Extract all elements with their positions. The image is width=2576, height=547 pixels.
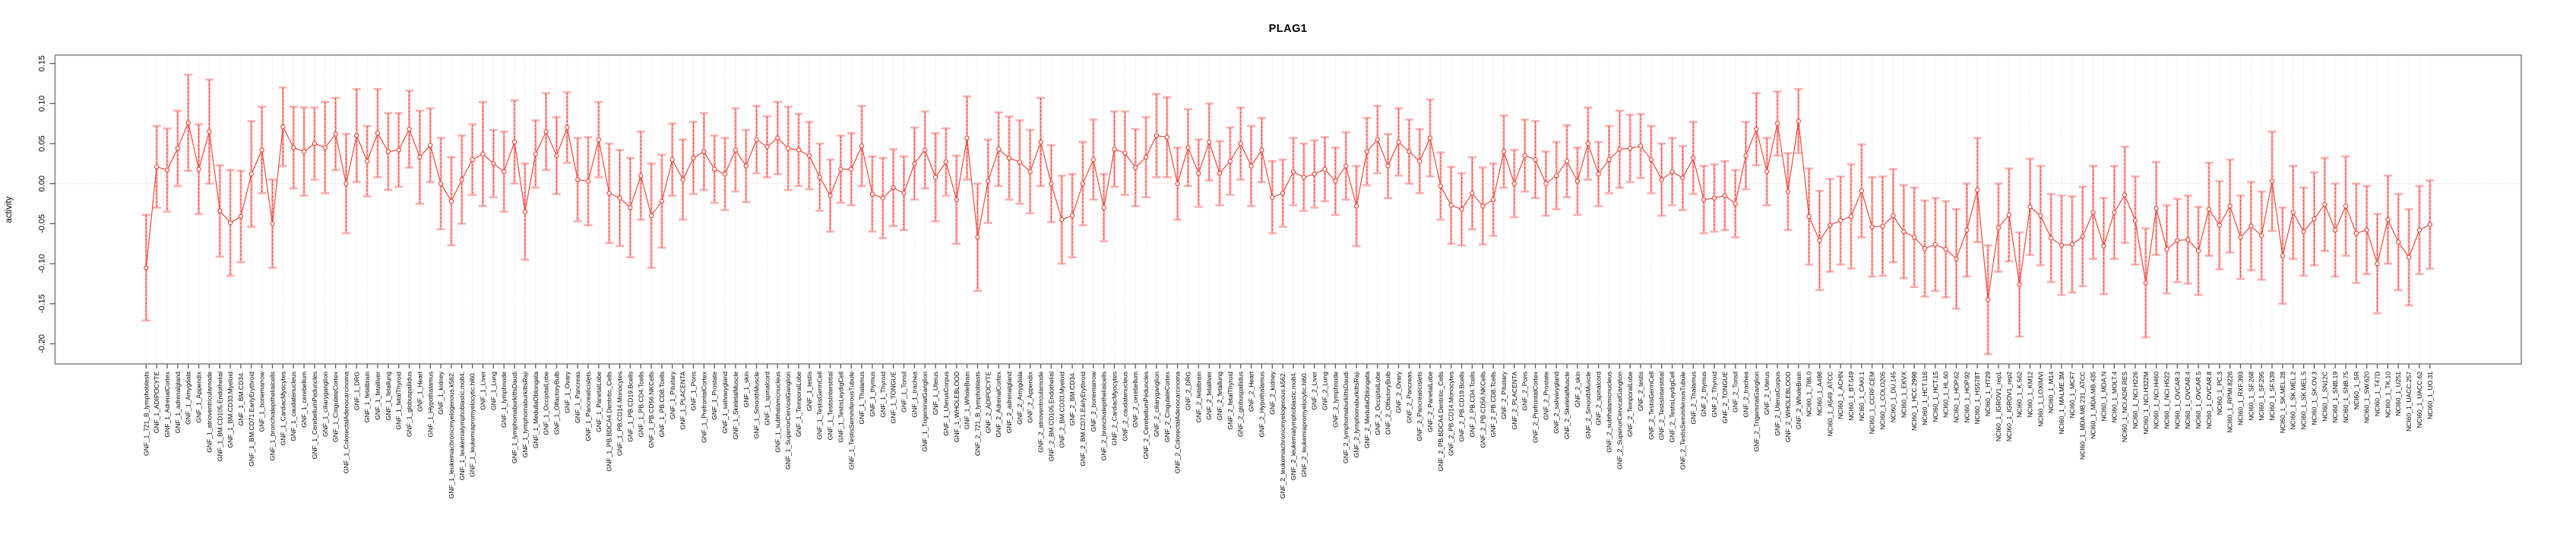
svg-text:GNF_1_leukemiachronicmyelogeno: GNF_1_leukemiachronicmyelogenous.k562. (448, 372, 455, 499)
svg-text:GNF_2_Pancreaticislets: GNF_2_Pancreaticislets (1416, 372, 1424, 441)
svg-text:GNF_1_OccipitalLobe: GNF_1_OccipitalLobe (542, 372, 550, 435)
svg-text:GNF_1_cerebellum: GNF_1_cerebellum (300, 372, 309, 428)
svg-text:GNF_2_caudatenucleus: GNF_2_caudatenucleus (1121, 372, 1129, 441)
svg-text:NCI60_1_COLO205: NCI60_1_COLO205 (1878, 372, 1887, 430)
svg-text:GNF_2_TrigeminalGanglion: GNF_2_TrigeminalGanglion (1752, 372, 1761, 452)
svg-text:NCI60_1_OVCAR.5: NCI60_1_OVCAR.5 (2195, 372, 2203, 429)
svg-text:GNF_1_WHOLEBLOOD: GNF_1_WHOLEBLOOD (952, 372, 960, 443)
svg-text:GNF_2_Hypothalamus: GNF_2_Hypothalamus (1258, 372, 1266, 438)
svg-text:GNF_2_CingulateCortex: GNF_2_CingulateCortex (1163, 372, 1171, 443)
svg-text:NCI60_1_UO.31: NCI60_1_UO.31 (2426, 372, 2434, 419)
svg-text:GNF_1_Lung: GNF_1_Lung (489, 372, 498, 411)
svg-text:GNF_1_leukemiapromyelocytic.hl: GNF_1_leukemiapromyelocytic.hl60. (468, 372, 476, 477)
svg-text:GNF_1_lymphomaburkittsDaudi: GNF_1_lymphomaburkittsDaudi (511, 372, 519, 463)
svg-text:GNF_1_kidney: GNF_1_kidney (437, 372, 445, 415)
svg-text:-0.05: -0.05 (37, 213, 47, 233)
svg-text:GNF_2_subthalamicnucleus: GNF_2_subthalamicnucleus (1605, 372, 1613, 453)
svg-text:NCI60_1_ACHN: NCI60_1_ACHN (1837, 372, 1845, 419)
svg-text:GNF_2_ciliaryganglion: GNF_2_ciliaryganglion (1152, 372, 1160, 437)
svg-text:NCI60_1_SK.OV.3: NCI60_1_SK.OV.3 (2310, 372, 2318, 425)
svg-text:GNF_1_Prostate: GNF_1_Prostate (710, 372, 719, 420)
svg-text:GNF_2_SkeletalMuscle: GNF_2_SkeletalMuscle (1563, 372, 1571, 440)
svg-text:GNF_2_Tonsil: GNF_2_Tonsil (1731, 372, 1739, 413)
svg-text:GNF_1_Uterus: GNF_1_Uterus (932, 372, 940, 416)
svg-text:NCI60_1_MDA.N: NCI60_1_MDA.N (2100, 372, 2108, 422)
svg-text:NCI60_1_NCI.H460: NCI60_1_NCI.H460 (2152, 372, 2160, 429)
svg-text:NCI60_1_SK.MEL.2: NCI60_1_SK.MEL.2 (2289, 372, 2297, 430)
svg-text:GNF_2_Amygdala: GNF_2_Amygdala (1015, 372, 1024, 425)
svg-text:GNF_1_fetalThyroid: GNF_1_fetalThyroid (394, 372, 403, 430)
svg-text:NCI60_1_M14: NCI60_1_M14 (2047, 372, 2055, 413)
svg-text:NCI60_1_OVCAR.3: NCI60_1_OVCAR.3 (2173, 372, 2182, 429)
svg-text:NCI60_1_SF.268: NCI60_1_SF.268 (2247, 372, 2255, 421)
svg-text:NCI60_1_SF.539: NCI60_1_SF.539 (2268, 372, 2276, 421)
svg-text:NCI60_1_RXF.393: NCI60_1_RXF.393 (2236, 372, 2245, 425)
svg-text:NCI60_1_CAKI.1: NCI60_1_CAKI.1 (1857, 372, 1866, 422)
svg-text:GNF_1_subthalamicnucleus: GNF_1_subthalamicnucleus (774, 372, 782, 453)
svg-text:GNF_1_Hypothalamus: GNF_1_Hypothalamus (426, 372, 435, 438)
svg-text:GNF_1_ColorectalAdenocarcinoma: GNF_1_ColorectalAdenocarcinoma (342, 372, 350, 474)
svg-text:GNF_2_salivarygland: GNF_2_salivarygland (1552, 372, 1561, 434)
svg-text:GNF_1_SuperiorCervicalGanglion: GNF_1_SuperiorCervicalGanglion (784, 372, 793, 470)
svg-text:NCI60_1_MCF7: NCI60_1_MCF7 (2068, 372, 2076, 419)
svg-text:GNF_1_CerebellumPeduncles: GNF_1_CerebellumPeduncles (310, 372, 318, 460)
svg-text:GNF_2_PLACENTA: GNF_2_PLACENTA (1510, 372, 1518, 430)
svg-text:NCI60_1_KM12: NCI60_1_KM12 (2026, 372, 2034, 418)
svg-text:GNF_2_Appendix: GNF_2_Appendix (1026, 372, 1034, 423)
svg-text:GNF_2_fetallung: GNF_2_fetallung (1216, 372, 1223, 421)
data-points (144, 119, 2432, 302)
svg-text:NCI60_1_SF.295: NCI60_1_SF.295 (2258, 372, 2266, 421)
svg-text:NCI60_1_RPMI.8226: NCI60_1_RPMI.8226 (2226, 372, 2234, 433)
svg-text:GNF_2_CerebellumPeduncles: GNF_2_CerebellumPeduncles (1142, 372, 1150, 460)
svg-text:GNF_2_ParietalLobe: GNF_2_ParietalLobe (1426, 372, 1434, 432)
svg-text:NCI60_1_OVCAR.8: NCI60_1_OVCAR.8 (2204, 372, 2213, 429)
svg-text:GNF_1_PLACENTA: GNF_1_PLACENTA (679, 372, 687, 430)
svg-text:GNF_2_Prostate: GNF_2_Prostate (1542, 372, 1550, 420)
svg-text:GNF_2_ColorectalAdenocarcinoma: GNF_2_ColorectalAdenocarcinoma (1173, 372, 1182, 474)
svg-text:GNF_2_PB.CD56.NKCells: GNF_2_PB.CD56.NKCells (1479, 372, 1487, 448)
svg-text:GNF_1_TestisSeminiferousTubule: GNF_1_TestisSeminiferousTubule (847, 372, 856, 470)
svg-text:GNF_1_PB.CD8.Tcells: GNF_1_PB.CD8.Tcells (658, 372, 666, 438)
svg-text:NCI60_1_MALME.3M: NCI60_1_MALME.3M (2058, 372, 2065, 435)
svg-text:NCI60_1_BT.549: NCI60_1_BT.549 (1847, 372, 1855, 421)
svg-text:GNF_2_trachea: GNF_2_trachea (1742, 372, 1750, 418)
svg-text:GNF_1_Appendix: GNF_1_Appendix (195, 372, 203, 423)
svg-text:GNF_2_PrefrontalCortex: GNF_2_PrefrontalCortex (1531, 372, 1540, 444)
svg-text:GNF_1_BM.CD33.Myeloid: GNF_1_BM.CD33.Myeloid (226, 372, 235, 448)
svg-text:GNF_1_WholeBrain: GNF_1_WholeBrain (963, 372, 971, 430)
svg-text:GNF_1_CardiacMyocytes: GNF_1_CardiacMyocytes (279, 372, 287, 446)
svg-text:GNF_1_SkeletalMuscle: GNF_1_SkeletalMuscle (731, 372, 739, 440)
svg-text:NCI60_1_HOP.62: NCI60_1_HOP.62 (1952, 372, 1960, 423)
svg-text:GNF_2_atrioventricularnode: GNF_2_atrioventricularnode (1036, 372, 1045, 453)
svg-text:GNF_2_WholeBrain: GNF_2_WholeBrain (1794, 372, 1802, 430)
svg-text:GNF_1_globuspallidus: GNF_1_globuspallidus (405, 372, 413, 437)
svg-text:GNF_2_TemporalLobe: GNF_2_TemporalLobe (1626, 372, 1635, 437)
svg-text:NCI60_1_SW.620: NCI60_1_SW.620 (2362, 372, 2371, 424)
svg-text:GNF_1_PB.CD14.Monocytes: GNF_1_PB.CD14.Monocytes (616, 372, 624, 457)
svg-text:GNF_1_lymphomaburkittsRaji: GNF_1_lymphomaburkittsRaji (521, 372, 529, 458)
svg-text:GNF_2_Lung: GNF_2_Lung (1321, 372, 1329, 411)
svg-text:GNF_2_lymphomaburkittsRaji: GNF_2_lymphomaburkittsRaji (1353, 372, 1361, 458)
svg-text:0.05: 0.05 (37, 135, 47, 152)
svg-text:GNF_1_fetallung: GNF_1_fetallung (384, 372, 392, 421)
svg-text:GNF_2_bonemarrow: GNF_2_bonemarrow (1089, 372, 1097, 432)
svg-text:GNF_1_adrenalgland: GNF_1_adrenalgland (173, 372, 182, 434)
svg-text:GNF_2_TestisGermCell: GNF_2_TestisGermCell (1647, 372, 1655, 440)
svg-text:GNF_2_spinalcord: GNF_2_spinalcord (1594, 372, 1603, 425)
svg-text:GNF_1_Pancreaticislets: GNF_1_Pancreaticislets (584, 372, 592, 441)
svg-text:GNF_1_thymus: GNF_1_thymus (869, 372, 876, 417)
svg-text:-0.15: -0.15 (37, 294, 47, 314)
svg-text:GNF_2_DRG: GNF_2_DRG (1184, 372, 1192, 411)
svg-text:GNF_2_Ovary: GNF_2_Ovary (1394, 372, 1403, 413)
svg-text:NCI60_1_HCT.15: NCI60_1_HCT.15 (1931, 372, 1939, 422)
svg-text:GNF_2_CardiacMyocytes: GNF_2_CardiacMyocytes (1110, 372, 1119, 446)
svg-text:GNF_2_SmoothMuscle: GNF_2_SmoothMuscle (1584, 372, 1592, 439)
svg-text:NCI60_1_NCI.H322M: NCI60_1_NCI.H322M (2141, 372, 2150, 435)
svg-text:NCI60_1_NCI.H522: NCI60_1_NCI.H522 (2163, 372, 2171, 429)
svg-text:GNF_1_ParietalLobe: GNF_1_ParietalLobe (594, 372, 603, 432)
svg-text:NCI60_1_DU.145: NCI60_1_DU.145 (1889, 372, 1897, 423)
x-axis-labels (142, 371, 2434, 498)
svg-text:GNF_1_Pons: GNF_1_Pons (689, 372, 698, 411)
svg-text:GNF_1_ADIPOCYTE: GNF_1_ADIPOCYTE (153, 372, 161, 434)
svg-text:NCI60_1_A498: NCI60_1_A498 (1815, 372, 1824, 416)
y-axis-ticks (38, 55, 55, 353)
svg-text:GNF_1_leukemialymphoblastic.mo: GNF_1_leukemialymphoblastic.molt4. (457, 372, 466, 481)
svg-text:GNF_2_fetalliver: GNF_2_fetalliver (1205, 372, 1214, 420)
svg-text:NCI60_1_HL.60: NCI60_1_HL.60 (1941, 372, 1950, 418)
svg-text:GNF_1_CingulateCortex: GNF_1_CingulateCortex (331, 372, 340, 443)
svg-text:GNF_2_Thalamus: GNF_2_Thalamus (1689, 372, 1698, 425)
svg-text:GNF_2_lymphomaburkittsDaudi: GNF_2_lymphomaburkittsDaudi (1342, 372, 1350, 463)
svg-text:NCI60_1_NCI.H226: NCI60_1_NCI.H226 (2131, 372, 2139, 429)
svg-text:0.10: 0.10 (37, 95, 47, 112)
svg-text:NCI60_1_HOP.92: NCI60_1_HOP.92 (1963, 372, 1971, 423)
svg-text:GNF_2_lymphnode: GNF_2_lymphnode (1331, 372, 1340, 428)
gridlines (55, 55, 2522, 365)
svg-text:GNF_1_OlfactoryBulb: GNF_1_OlfactoryBulb (552, 372, 561, 435)
svg-text:GNF_2_fetalbrain: GNF_2_fetalbrain (1195, 372, 1203, 423)
svg-text:GNF_1_PB.BDCA4.Dentritic_Cells: GNF_1_PB.BDCA4.Dentritic_Cells (605, 372, 613, 472)
svg-text:GNF_1_bonemarrow: GNF_1_bonemarrow (258, 372, 266, 432)
svg-text:GNF_2_leukemialymphoblastic.mo: GNF_2_leukemialymphoblastic.molt4. (1290, 372, 1297, 481)
svg-text:NCI60_1_TK.10: NCI60_1_TK.10 (2384, 372, 2392, 418)
svg-text:GNF_2_Liver: GNF_2_Liver (1310, 372, 1318, 410)
svg-text:GNF_1_TestisInterstitial: GNF_1_TestisInterstitial (826, 372, 834, 441)
svg-text:GNF_2_PB.BDCA4.Dentritic_Cells: GNF_2_PB.BDCA4.Dentritic_Cells (1436, 372, 1445, 472)
svg-text:GNF_2_Pons: GNF_2_Pons (1521, 372, 1529, 411)
svg-text:NCI60_1_LOXIMVI: NCI60_1_LOXIMVI (2036, 372, 2045, 427)
svg-text:NCI60_1_U251: NCI60_1_U251 (2394, 372, 2403, 416)
svg-text:GNF_1_SmoothMuscle: GNF_1_SmoothMuscle (752, 372, 761, 439)
svg-text:GNF_2_BM.CD71.EarlyErythroid: GNF_2_BM.CD71.EarlyErythroid (1079, 372, 1087, 466)
svg-text:GNF_1_skin: GNF_1_skin (742, 372, 750, 408)
svg-text:GNF_1_Ovary: GNF_1_Ovary (563, 372, 571, 413)
svg-text:GNF_2_OlfactoryBulb: GNF_2_OlfactoryBulb (1384, 372, 1392, 435)
svg-text:NCI60_1_NCI.ADR.RES: NCI60_1_NCI.ADR.RES (2121, 372, 2129, 443)
svg-text:GNF_1_salivarygland: GNF_1_salivarygland (721, 372, 729, 434)
svg-text:GNF_1_MedullaOblongata: GNF_1_MedullaOblongata (531, 372, 540, 449)
svg-text:GNF_1_Pituitary: GNF_1_Pituitary (668, 372, 676, 419)
svg-text:GNF_1_ciliaryganglion: GNF_1_ciliaryganglion (321, 372, 329, 437)
svg-text:GNF_1_Thyroid: GNF_1_Thyroid (878, 372, 887, 418)
svg-text:GNF_2_WHOLEBLOOD: GNF_2_WHOLEBLOOD (1783, 372, 1792, 443)
svg-text:GNF_1_caudatenucleus: GNF_1_caudatenucleus (290, 372, 298, 441)
svg-text:GNF_2_Uterus: GNF_2_Uterus (1763, 372, 1771, 416)
svg-text:GNF_2_BM.CD34.: GNF_2_BM.CD34. (1068, 372, 1077, 426)
y-axis-label: activity (5, 196, 14, 223)
svg-text:GNF_2_fetalThyroid: GNF_2_fetalThyroid (1226, 372, 1234, 430)
svg-text:NCI60_1_CCRF.CEM: NCI60_1_CCRF.CEM (1868, 372, 1876, 435)
svg-text:GNF_1_lymphnode: GNF_1_lymphnode (500, 372, 508, 428)
series-line (146, 122, 2430, 300)
svg-text:GNF_1_spinalcord: GNF_1_spinalcord (763, 372, 771, 425)
svg-text:NCI60_1_EKVX: NCI60_1_EKVX (1900, 372, 1908, 418)
svg-text:GNF_1_721_B_lymphoblasts: GNF_1_721_B_lymphoblasts (142, 372, 150, 457)
svg-text:GNF_1_atrioventricularnode: GNF_1_atrioventricularnode (205, 372, 214, 453)
svg-text:NCI60_1_UACC.62: NCI60_1_UACC.62 (2415, 372, 2423, 428)
svg-text:GNF_1_TestisLeydigCell: GNF_1_TestisLeydigCell (837, 372, 845, 443)
svg-text:GNF_2_leukemiapromyelocytic.hl: GNF_2_leukemiapromyelocytic.hl60. (1299, 372, 1308, 477)
svg-text:GNF_1_BM.CD34.: GNF_1_BM.CD34. (237, 372, 245, 426)
svg-text:GNF_2_Pancreas: GNF_2_Pancreas (1405, 372, 1413, 424)
svg-text:NCI60_1_UACC.257: NCI60_1_UACC.257 (2405, 372, 2413, 432)
svg-text:-0.10: -0.10 (37, 254, 47, 274)
svg-text:GNF_1_TemporalLobe: GNF_1_TemporalLobe (795, 372, 802, 437)
svg-text:GNF_2_UterusCorpus: GNF_2_UterusCorpus (1774, 372, 1782, 436)
svg-text:GNF_1_Thalamus: GNF_1_Thalamus (858, 372, 866, 425)
svg-text:NCI60_1_K.562: NCI60_1_K.562 (2015, 372, 2024, 418)
svg-text:NCI60_1_IGROV1_rep2: NCI60_1_IGROV1_rep2 (2005, 372, 2013, 442)
svg-text:NCI60_1_786.0: NCI60_1_786.0 (1805, 372, 1813, 417)
svg-text:GNF_2_PB.CD8.Tcells: GNF_2_PB.CD8.Tcells (1489, 372, 1498, 438)
svg-text:GNF_1_bronchialepithelialcells: GNF_1_bronchialepithelialcells (268, 372, 277, 461)
svg-text:GNF_2_globuspallidus: GNF_2_globuspallidus (1236, 372, 1245, 437)
svg-text:GNF_2_Thyroid: GNF_2_Thyroid (1710, 372, 1718, 418)
chart-title: PLAG1 (1268, 23, 1308, 35)
svg-text:0.15: 0.15 (37, 55, 47, 72)
svg-text:GNF_1_TONGUE: GNF_1_TONGUE (889, 372, 897, 424)
error-bars (142, 74, 2435, 354)
svg-text:GNF_2_Pituitary: GNF_2_Pituitary (1500, 372, 1508, 419)
svg-text:GNF_1_Liver: GNF_1_Liver (479, 372, 487, 410)
svg-text:GNF_1_BM.CD105.Endothelial: GNF_1_BM.CD105.Endothelial (216, 372, 224, 462)
svg-text:NCI60_1_MDA.MB.435: NCI60_1_MDA.MB.435 (2089, 372, 2097, 439)
svg-text:GNF_2_TestisInterstitial: GNF_2_TestisInterstitial (1657, 372, 1666, 441)
svg-text:NCI60_1_HS578T: NCI60_1_HS578T (1973, 372, 1982, 425)
svg-text:GNF_2_PB.CD14.Monocytes: GNF_2_PB.CD14.Monocytes (1447, 372, 1455, 457)
svg-text:NCI60_1_SN12C: NCI60_1_SN12C (2321, 372, 2329, 422)
x-axis-ticks (146, 364, 2430, 368)
svg-text:-0.20: -0.20 (37, 334, 47, 354)
svg-text:NCI60_1_SR: NCI60_1_SR (2352, 372, 2360, 410)
svg-text:GNF_2_TONGUE: GNF_2_TONGUE (1720, 372, 1729, 424)
svg-text:GNF_1_fetalbrain: GNF_1_fetalbrain (363, 372, 372, 423)
svg-text:NCI60_1_SNB.19: NCI60_1_SNB.19 (2331, 372, 2340, 423)
svg-text:GNF_1_PB.CD4.Tcells: GNF_1_PB.CD4.Tcells (637, 372, 645, 438)
svg-text:GNF_1_AdrenalCortex: GNF_1_AdrenalCortex (163, 372, 171, 438)
svg-text:NCI60_1_OVCAR.4: NCI60_1_OVCAR.4 (2184, 372, 2192, 429)
plot-box (55, 55, 2522, 365)
svg-text:GNF_2_PB.CD19.Bcells: GNF_2_PB.CD19.Bcells (1457, 372, 1466, 442)
svg-text:GNF_2_bronchialepithelialcells: GNF_2_bronchialepithelialcells (1100, 372, 1108, 461)
svg-text:GNF_2_thymus: GNF_2_thymus (1700, 372, 1708, 417)
svg-text:GNF_2_PB.CD4.Tcells: GNF_2_PB.CD4.Tcells (1468, 372, 1476, 438)
svg-text:NCI60_1_HCC.2998: NCI60_1_HCC.2998 (1910, 372, 1919, 431)
svg-text:GNF_1_UterusCorpus: GNF_1_UterusCorpus (941, 372, 950, 436)
svg-text:GNF_2_SuperiorCervicalGanglion: GNF_2_SuperiorCervicalGanglion (1616, 372, 1624, 470)
svg-text:GNF_2_skin: GNF_2_skin (1573, 372, 1581, 408)
svg-text:NCI60_1_SK.MEL.5: NCI60_1_SK.MEL.5 (2299, 372, 2308, 430)
svg-text:NCI60_1_MOLT.4: NCI60_1_MOLT.4 (2110, 372, 2119, 423)
svg-text:GNF_2_BM.CD33.Myeloid: GNF_2_BM.CD33.Myeloid (1058, 372, 1066, 448)
svg-text:GNF_2_721_B_lymphoblasts: GNF_2_721_B_lymphoblasts (973, 372, 982, 457)
svg-text:NCI60_1_IGROV1_rep1: NCI60_1_IGROV1_rep1 (1994, 372, 2002, 442)
svg-text:NCI60_1_T47D: NCI60_1_T47D (2373, 372, 2381, 417)
svg-text:GNF_1_Heart: GNF_1_Heart (416, 372, 424, 412)
svg-text:GNF_2_OccipitalLobe: GNF_2_OccipitalLobe (1373, 372, 1381, 435)
svg-text:GNF_1_Amygdala: GNF_1_Amygdala (184, 372, 192, 425)
svg-text:GNF_2_BM.CD105.Endothelial: GNF_2_BM.CD105.Endothelial (1047, 372, 1055, 462)
svg-text:GNF_1_fetalliver: GNF_1_fetalliver (374, 372, 381, 420)
svg-text:NCI60_1_HT29: NCI60_1_HT29 (1984, 372, 1992, 417)
svg-text:GNF_1_BM.CD71.EarlyErythroid: GNF_1_BM.CD71.EarlyErythroid (247, 372, 255, 466)
svg-text:GNF_2_cerebellum: GNF_2_cerebellum (1131, 372, 1140, 428)
svg-text:GNF_2_MedullaOblongata: GNF_2_MedullaOblongata (1362, 372, 1371, 449)
svg-text:GNF_1_PB.CD19.Bcells: GNF_1_PB.CD19.Bcells (626, 372, 635, 442)
svg-text:GNF_2_leukemiachronicmyelogeno: GNF_2_leukemiachronicmyelogenous.k562. (1279, 372, 1287, 499)
svg-text:NCI60_1_PC.3: NCI60_1_PC.3 (2215, 372, 2223, 416)
svg-text:GNF_1_TestisGermCell: GNF_1_TestisGermCell (815, 372, 824, 440)
svg-text:GNF_1_Tonsil: GNF_1_Tonsil (900, 372, 908, 413)
svg-text:GNF_1_Pancreas: GNF_1_Pancreas (574, 372, 582, 424)
svg-text:GNF_1_PrefrontalCortex: GNF_1_PrefrontalCortex (700, 372, 708, 444)
svg-text:GNF_2_TestisLeydigCell: GNF_2_TestisLeydigCell (1668, 372, 1676, 443)
svg-text:GNF_2_Heart: GNF_2_Heart (1247, 372, 1255, 412)
svg-text:GNF_2_testis: GNF_2_testis (1637, 372, 1644, 411)
svg-text:NCI60_1_HCT.116: NCI60_1_HCT.116 (1921, 372, 1929, 425)
svg-text:GNF_1_testis: GNF_1_testis (805, 372, 813, 411)
svg-text:GNF_2_ADIPOCYTE: GNF_2_ADIPOCYTE (984, 372, 992, 434)
svg-text:GNF_2_TestisSeminiferousTubule: GNF_2_TestisSeminiferousTubule (1679, 372, 1687, 470)
svg-text:NCI60_1_SK.MEL.28: NCI60_1_SK.MEL.28 (2278, 372, 2286, 434)
svg-text:NCI60_1_MDA.MB.231_ATCC: NCI60_1_MDA.MB.231_ATCC (2078, 372, 2087, 460)
svg-text:GNF_1_PB.CD56.NKCells: GNF_1_PB.CD56.NKCells (647, 372, 656, 448)
svg-text:NCI60_1_SNB.75: NCI60_1_SNB.75 (2342, 372, 2350, 423)
svg-text:0.00: 0.00 (37, 175, 47, 192)
svg-text:GNF_2_kidney: GNF_2_kidney (1268, 372, 1277, 415)
svg-text:NCI60_1_A549_ATCC: NCI60_1_A549_ATCC (1826, 372, 1834, 437)
svg-text:GNF_1_TrigeminalGanglion: GNF_1_TrigeminalGanglion (921, 372, 929, 452)
svg-text:GNF_1_DRG: GNF_1_DRG (353, 372, 361, 411)
svg-text:GNF_2_AdrenalCortex: GNF_2_AdrenalCortex (995, 372, 1003, 438)
svg-text:GNF_2_adrenalgland: GNF_2_adrenalgland (1005, 372, 1013, 434)
svg-text:GNF_1_trachea: GNF_1_trachea (910, 372, 919, 418)
